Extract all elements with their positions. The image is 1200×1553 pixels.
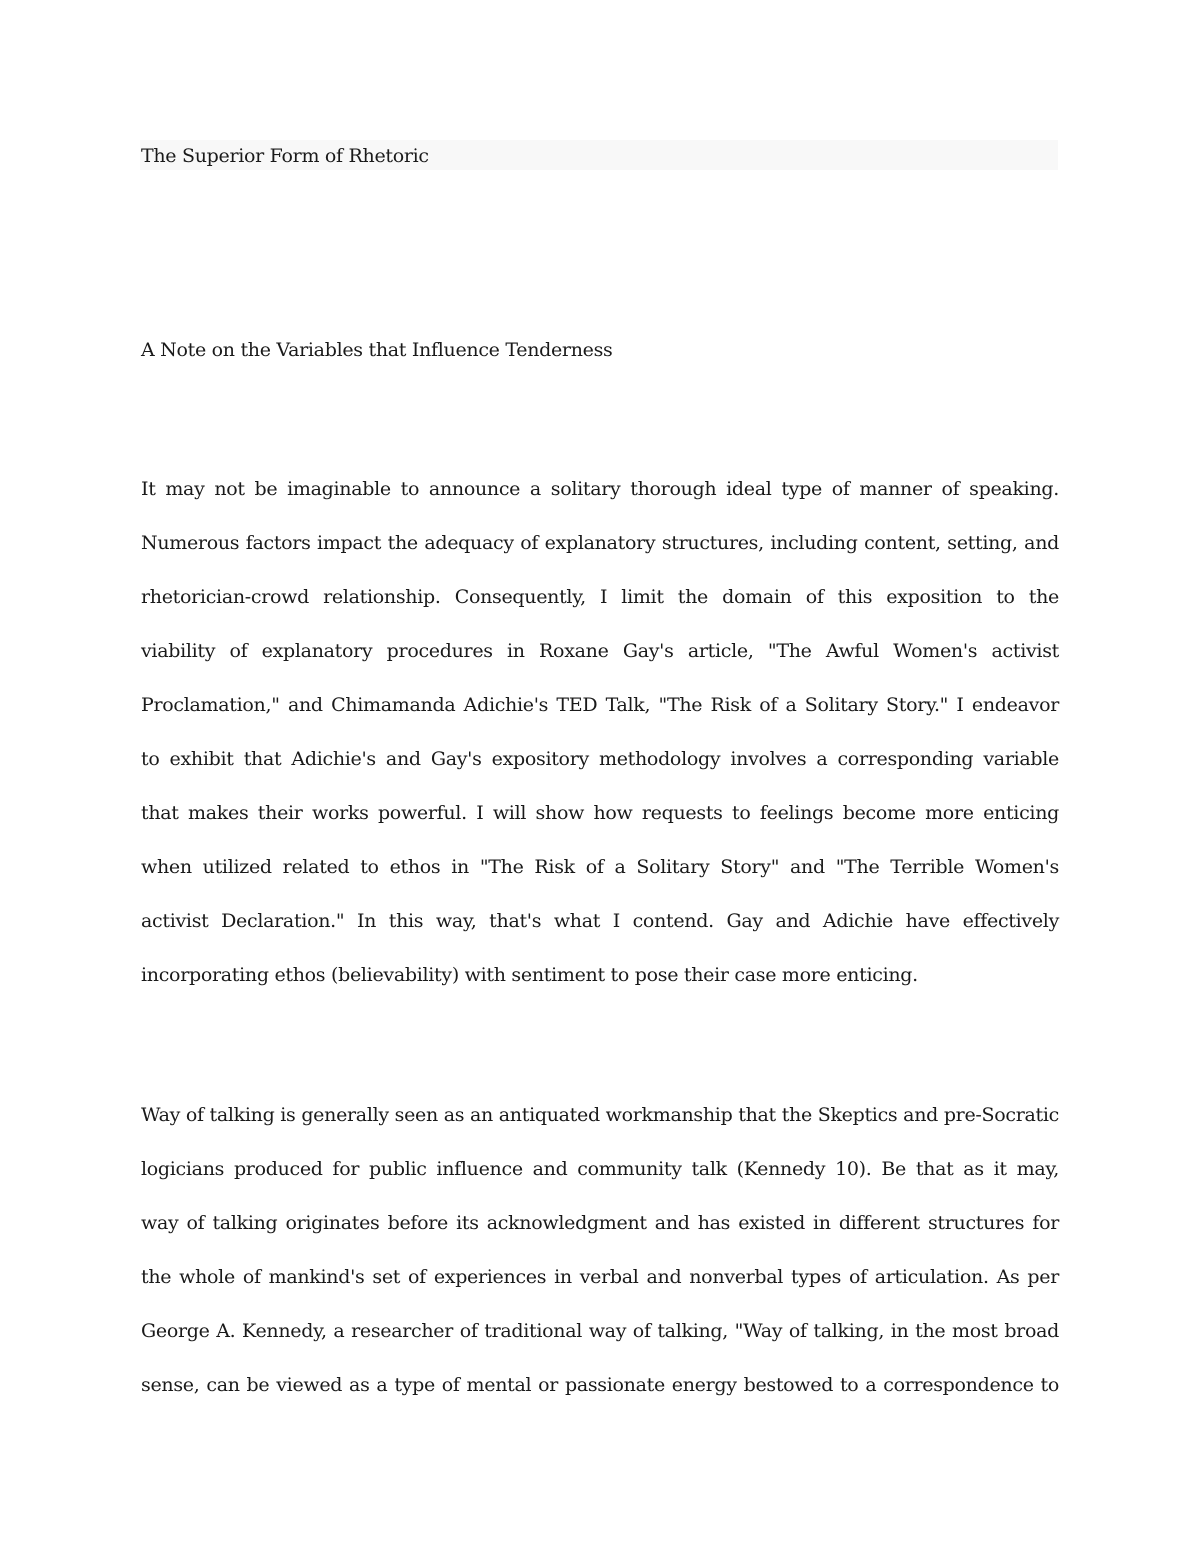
paragraph-line: activist Declaration." In this way, that's what I contend. Gay and Adichie have effectively — [141, 910, 1059, 932]
paragraph-line: the whole of mankind's set of experiences in verbal and nonverbal types of articulation. As per — [141, 1266, 1059, 1288]
paragraph-line: Numerous factors impact the adequacy of explanatory structures, including content, setting, and — [141, 532, 1059, 554]
paragraph-line: Proclamation," and Chimamanda Adichie's TED Talk, "The Risk of a Solitary Story." I endeavor — [141, 694, 1059, 716]
paragraph-line: that makes their works powerful. I will show how requests to feelings become more enticing — [141, 802, 1059, 824]
paragraph-line: incorporating ethos (believability) with sentiment to pose their case more enticing. — [141, 964, 918, 986]
paragraph-line: viability of explanatory procedures in Roxane Gay's article, "The Awful Women's activist — [141, 640, 1059, 662]
document-subtitle: A Note on the Variables that Influence Tenderness — [141, 339, 613, 361]
paragraph-line: George A. Kennedy, a researcher of traditional way of talking, "Way of talking, in the most broad — [141, 1320, 1059, 1342]
paragraph-line: when utilized related to ethos in "The Risk of a Solitary Story" and "The Terrible Women's — [141, 856, 1059, 878]
paragraph-line: to exhibit that Adichie's and Gay's expository methodology involves a corresponding variable — [141, 748, 1059, 770]
paragraph-line: logicians produced for public influence and community talk (Kennedy 10). Be that as it may, — [141, 1158, 1059, 1180]
paragraph-1 — [141, 475, 1059, 1015]
paragraph-line: way of talking originates before its acknowledgment and has existed in different structures for — [141, 1212, 1059, 1234]
paragraph-line: Way of talking is generally seen as an antiquated workmanship that the Skeptics and pre-Socratic — [141, 1104, 1059, 1126]
document-title: The Superior Form of Rhetoric — [141, 145, 429, 167]
paragraph-line: sense, can be viewed as a type of mental or passionate energy bestowed to a correspondence to — [141, 1374, 1059, 1396]
paragraph-line: rhetorician-crowd relationship. Consequently, I limit the domain of this exposition to the — [141, 586, 1059, 608]
paragraph-2 — [141, 1101, 1059, 1425]
paragraph-line: It may not be imaginable to announce a solitary thorough ideal type of manner of speaking. — [141, 478, 1059, 500]
